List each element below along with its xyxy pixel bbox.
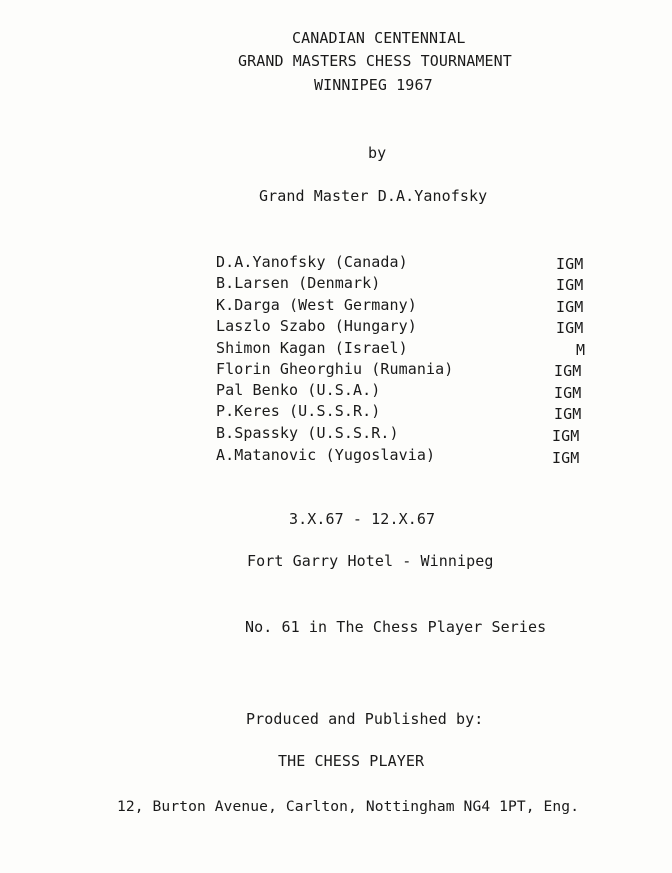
player-title: IGM	[554, 384, 582, 402]
publisher-name: THE CHESS PLAYER	[278, 752, 425, 770]
player-title: IGM	[556, 255, 584, 273]
player-name: B.Larsen (Denmark)	[216, 274, 381, 292]
player-title: IGM	[552, 449, 580, 467]
byline-author: Grand Master D.A.Yanofsky	[259, 187, 488, 205]
player-title: M	[576, 341, 586, 359]
publisher-address: 12, Burton Avenue, Carlton, Nottingham NG4 1PT, Eng.	[117, 798, 580, 815]
player-name: Florin Gheorghiu (Rumania)	[216, 360, 454, 378]
player-title: IGM	[554, 405, 582, 423]
player-name: Pal Benko (U.S.A.)	[216, 381, 381, 399]
player-title: IGM	[556, 319, 584, 337]
player-name: D.A.Yanofsky (Canada)	[216, 253, 408, 271]
player-name: P.Keres (U.S.S.R.)	[216, 402, 381, 420]
player-name: B.Spassky (U.S.S.R.)	[216, 424, 399, 442]
header-line-2: GRAND MASTERS CHESS TOURNAMENT	[238, 52, 512, 70]
header-line-3: WINNIPEG 1967	[314, 76, 433, 94]
player-title: IGM	[554, 362, 582, 380]
player-name: K.Darga (West Germany)	[216, 296, 417, 314]
player-title: IGM	[556, 276, 584, 294]
series-note: No. 61 in The Chess Player Series	[245, 618, 547, 636]
header-line-1: CANADIAN CENTENNIAL	[292, 29, 466, 47]
event-dates: 3.X.67 - 12.X.67	[289, 510, 436, 528]
player-name: Laszlo Szabo (Hungary)	[216, 317, 417, 335]
event-venue: Fort Garry Hotel - Winnipeg	[247, 552, 494, 570]
player-title: IGM	[556, 298, 584, 316]
player-title: IGM	[552, 427, 580, 445]
player-name: Shimon Kagan (Israel)	[216, 339, 408, 357]
player-name: A.Matanovic (Yugoslavia)	[216, 446, 436, 464]
byline-by: by	[368, 144, 387, 162]
publisher-label: Produced and Published by:	[246, 710, 484, 728]
